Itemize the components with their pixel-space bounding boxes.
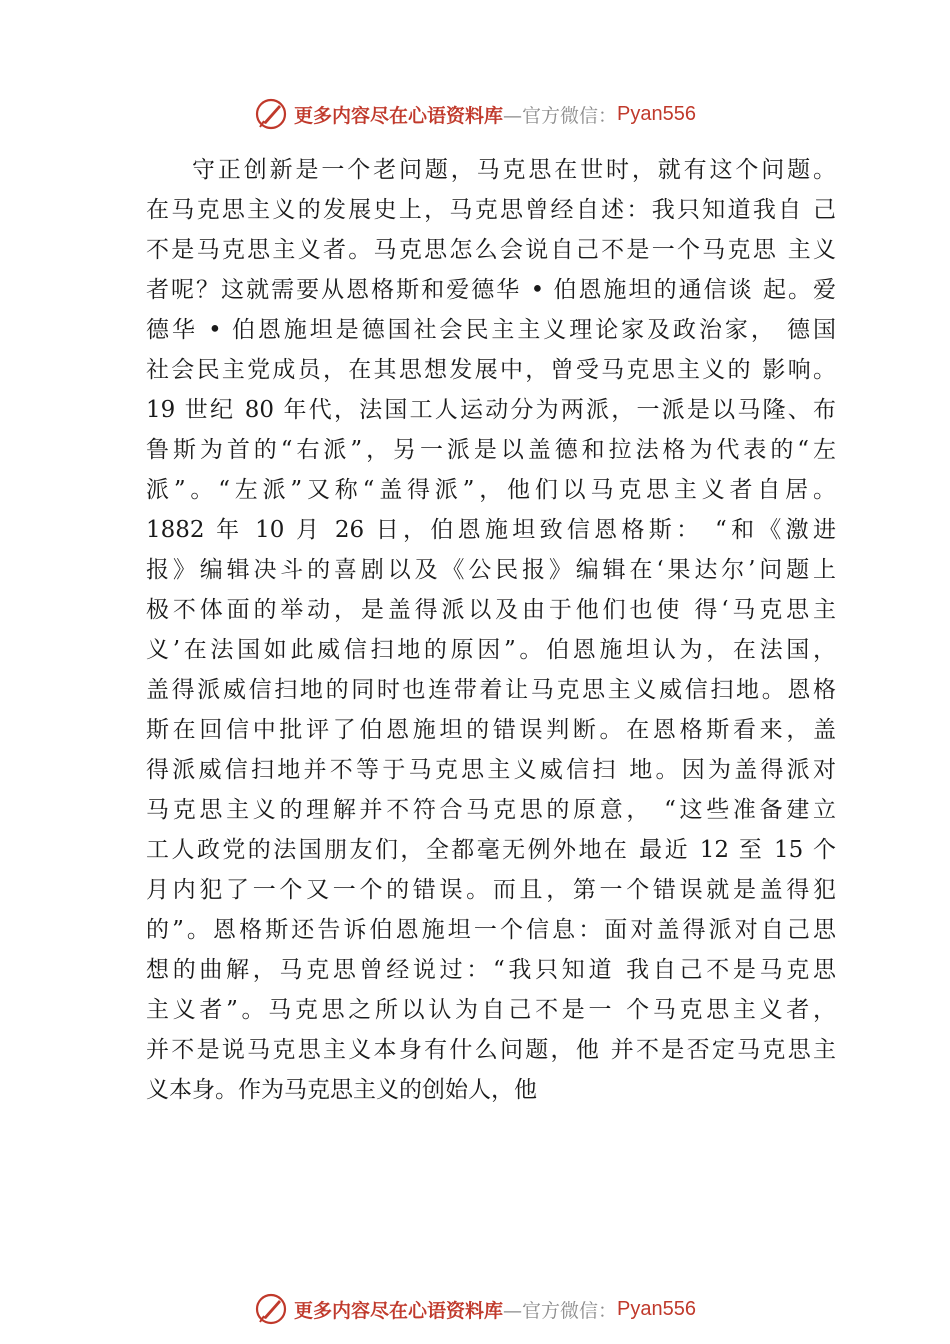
body-line-12: 极不体面的举动，是盖得派以及由于他们也使 得‘马克思主 <box>146 597 836 623</box>
body-line-3: 不是马克思主义者。马克思怎么会说自己不是一个马克思 主义 <box>146 237 836 263</box>
body-line-6: 社会民主党成员，在其思想发展中，曾受马克思主义的 影响。 <box>146 357 836 383</box>
body-line-9: 派”。“左派”又称“盖得派”，他们以马克思主义者自居。 <box>146 477 836 503</box>
body-line-2: 在马克思主义的发展史上，马克思曾经自述：我只知道我自 己 <box>146 197 836 223</box>
banner-library-text: 更多内容尽在心语资料库 <box>294 104 504 127</box>
body-line-10: 1882 年 10 月 26 日，伯恩施坦致信恩格斯： “和《激进 <box>146 517 836 543</box>
body-line-16: 得派威信扫地并不等于马克思主义威信扫 地。因为盖得派对 <box>146 757 836 783</box>
body-line-4: 者呢？这就需要从恩格斯和爱德华 • 伯恩施坦的通信谈 起。爱 <box>146 277 836 303</box>
body-line-13: 义’在法国如此威信扫地的原因”。伯恩施坦认为，在法国， <box>146 637 836 663</box>
body-line-22: 主义者”。马克思之所以认为自己不是一 个马克思主义者， <box>146 997 836 1023</box>
body-line-8: 鲁斯为首的“右派”，另一派是以盖德和拉法格为代表的“左 <box>146 437 836 463</box>
body-line-15: 斯在回信中批评了伯恩施坦的错误判断。在恩格斯看来，盖 <box>146 717 836 743</box>
footer-banner <box>0 1289 950 1329</box>
body-line-20: 的”。恩格斯还告诉伯恩施坦一个信息：面对盖得派对自己思 <box>146 917 836 943</box>
body-line-7: 19 世纪 80 年代，法国工人运动分为两派，一派是以马隆、布 <box>146 397 836 423</box>
body-line-19: 月内犯了一个又一个的错误。而且，第一个错误就是盖得犯 <box>146 877 836 903</box>
body-line-14: 盖得派威信扫地的同时也连带着让马克思主义威信扫地。恩格 <box>146 677 836 703</box>
article-body <box>146 150 836 1110</box>
banner-wechat-label: —官方微信： <box>503 104 618 127</box>
body-line-5: 德华 • 伯恩施坦是德国社会民主主义理论家及政治家， 德国 <box>146 317 836 343</box>
quill-pen-logo-icon <box>254 97 288 131</box>
body-line-21: 想的曲解，马克思曾经说过：“我只知道 我自己不是马克思 <box>146 957 836 983</box>
body-line-17: 马克思主义的理解并不符合马克思的原意， “这些准备建立 <box>146 797 836 823</box>
quill-pen-logo-icon <box>254 1292 288 1326</box>
footer-library-text: 更多内容尽在心语资料库 <box>294 1299 504 1322</box>
body-line-24: 义本身。作为马克思主义的创始人，他 <box>146 1077 537 1103</box>
banner-wechat-id: Pyan556 <box>617 102 696 125</box>
footer-wechat-id: Pyan556 <box>617 1297 696 1320</box>
footer-wechat-label: —官方微信： <box>503 1299 618 1322</box>
body-line-1: 守正创新是一个老问题，马克思在世时，就有这个问题。 <box>192 157 836 183</box>
body-line-18: 工人政党的法国朋友们，全都毫无例外地在 最近 12 至 15 个 <box>146 837 836 863</box>
body-line-23: 并不是说马克思主义本身有什么问题，他 并不是否定马克思主 <box>146 1037 836 1063</box>
body-line-11: 报》编辑决斗的喜剧以及《公民报》编辑在‘果达尔’问题上 <box>146 557 836 583</box>
header-banner <box>0 94 950 134</box>
